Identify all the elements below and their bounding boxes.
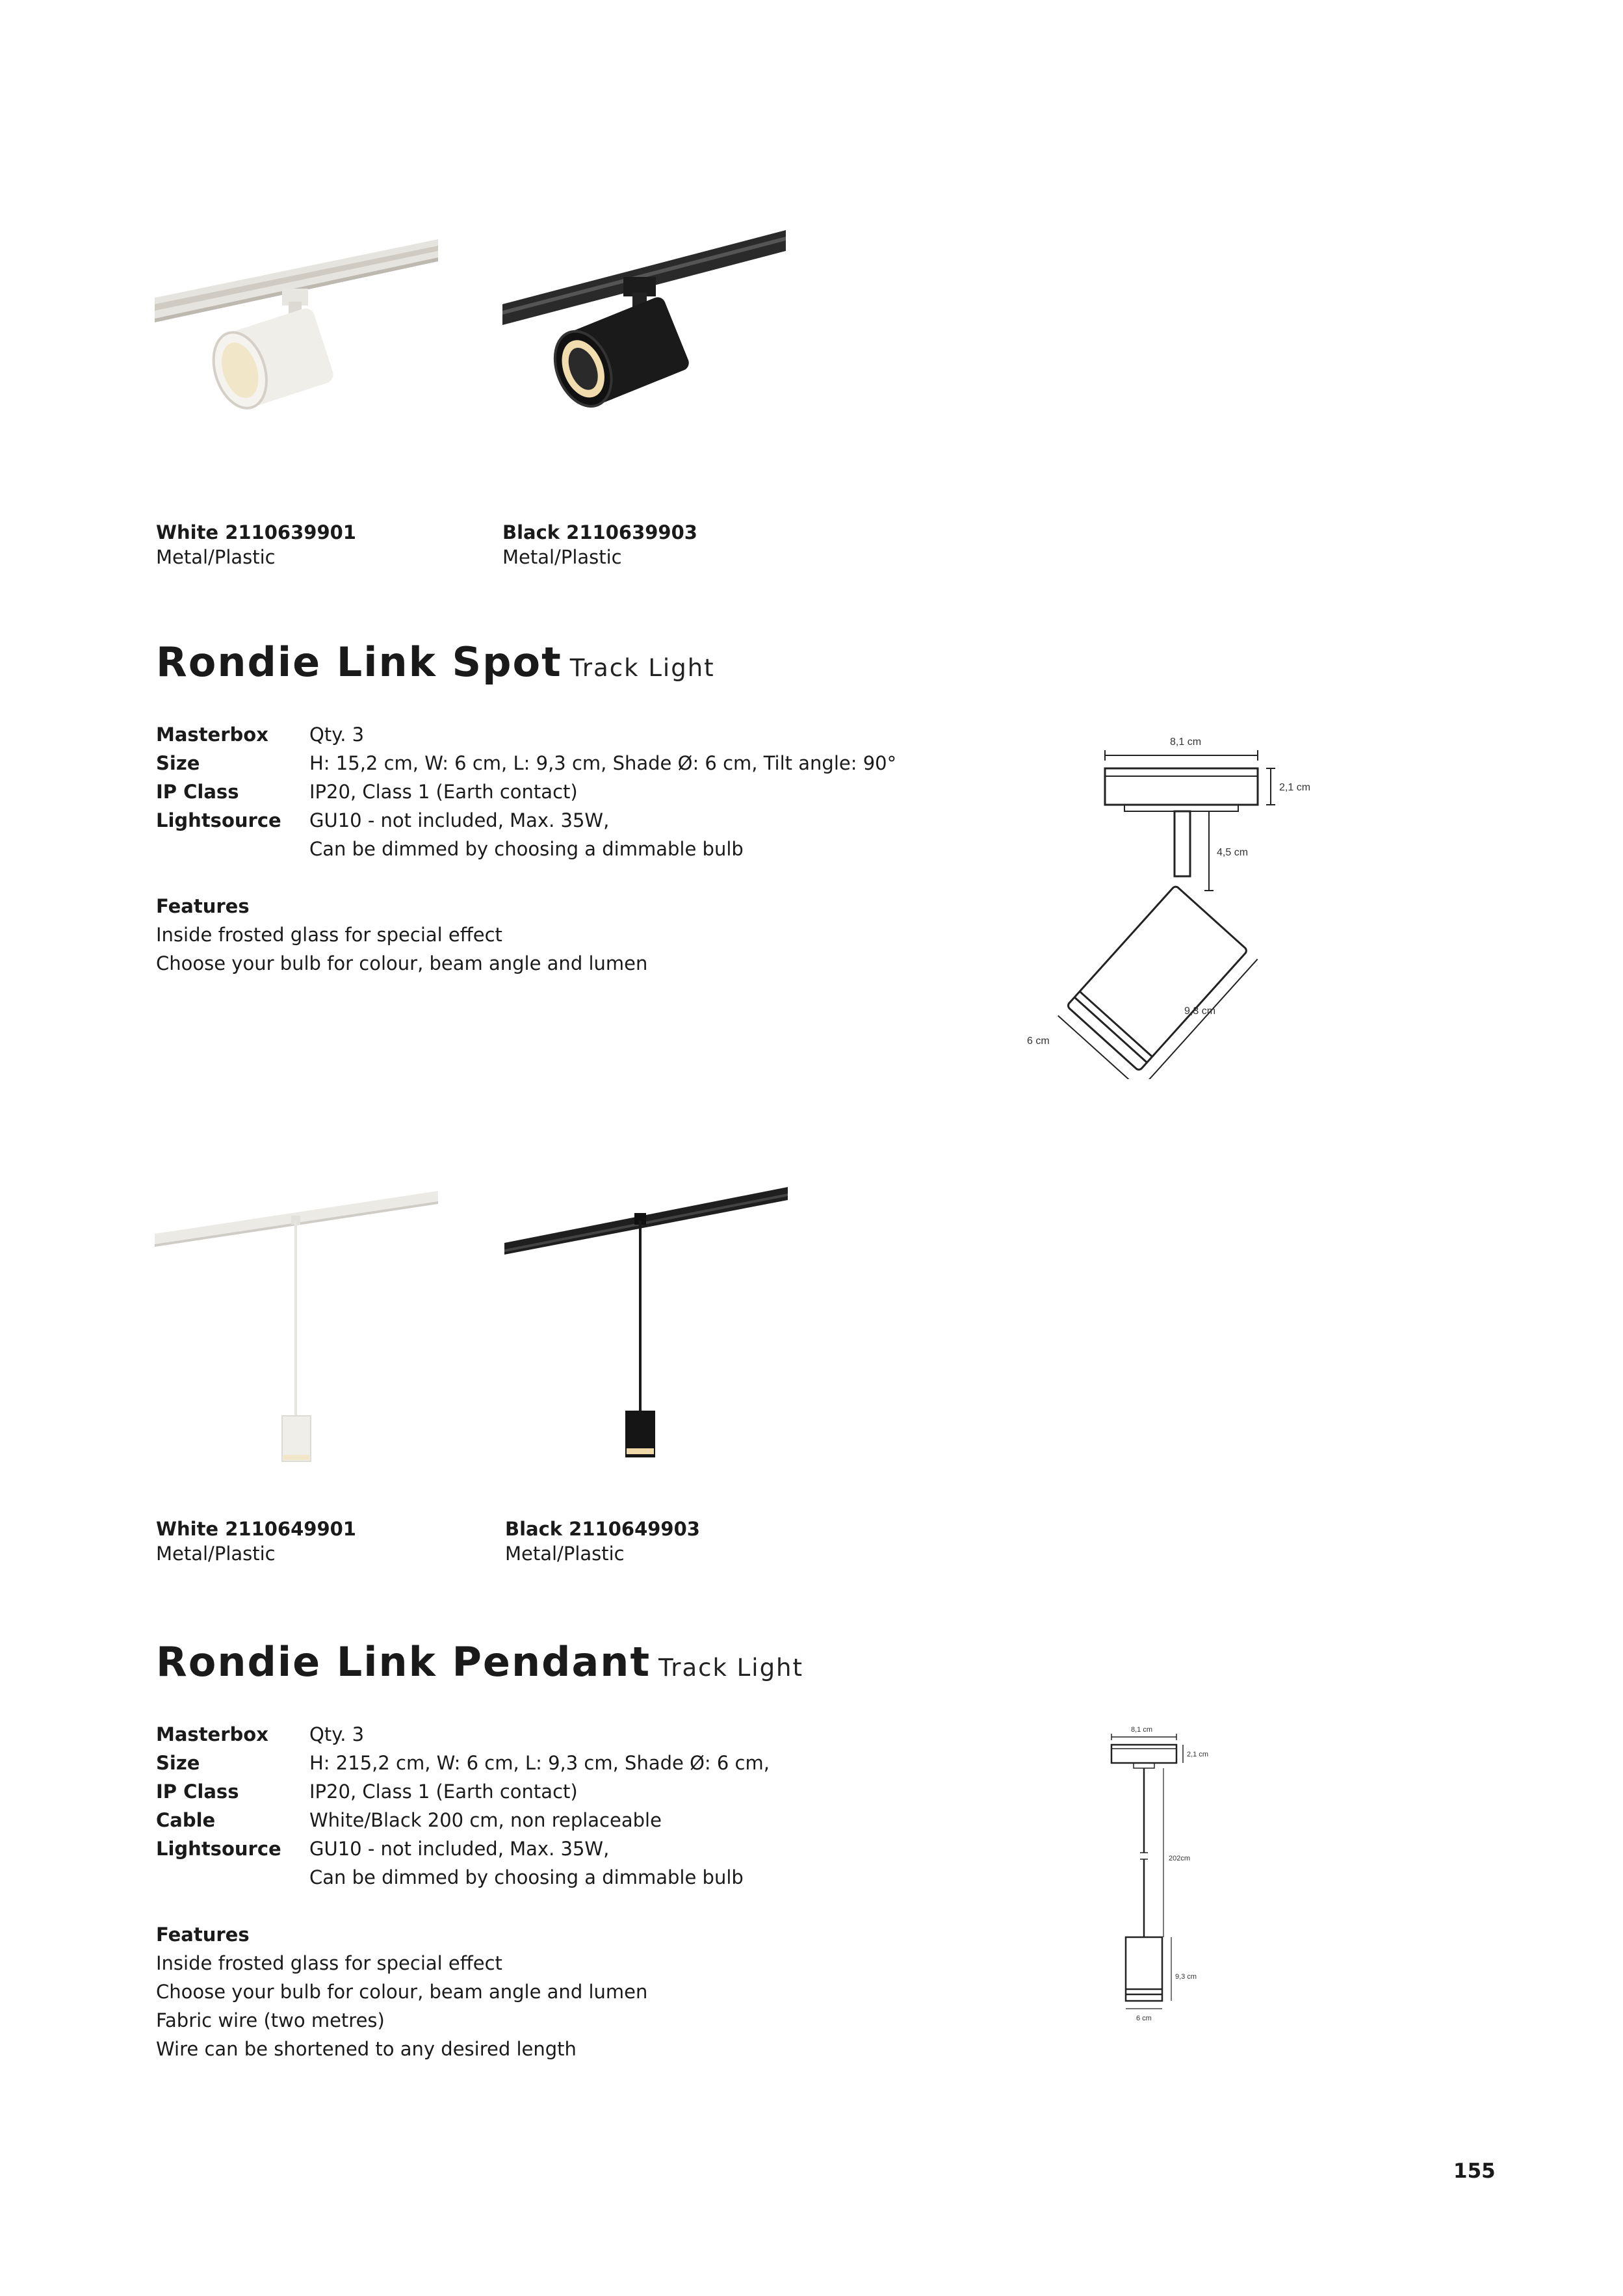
spec-row bbox=[156, 1777, 770, 1806]
spec-row bbox=[156, 1720, 770, 1749]
product-name: Rondie Link Pendant bbox=[156, 1638, 651, 1686]
product-category: Track Light bbox=[658, 1654, 804, 1682]
variant-code: Black 2110639903 bbox=[502, 521, 697, 543]
spec-value: IP20, Class 1 (Earth contact) bbox=[309, 781, 578, 803]
spec-value: Qty. 3 bbox=[309, 724, 365, 746]
spot-product-title bbox=[156, 638, 715, 686]
spec-row bbox=[156, 806, 896, 835]
spec-row bbox=[156, 1806, 770, 1834]
dim-cable-label: 202cm bbox=[1169, 1855, 1191, 1862]
spec-label: Masterbox bbox=[156, 1723, 268, 1745]
variant-material: Metal/Plastic bbox=[502, 546, 622, 568]
spec-row bbox=[156, 1863, 770, 1892]
spec-label: IP Class bbox=[156, 1781, 239, 1803]
dim-length-label: 9,3 cm bbox=[1175, 1973, 1197, 1981]
spot-black-photo bbox=[502, 221, 786, 463]
spec-value: White/Black 200 cm, non replaceable bbox=[309, 1809, 662, 1831]
product-name: Rondie Link Spot bbox=[156, 638, 562, 686]
spec-label: IP Class bbox=[156, 781, 239, 803]
features-heading: Features bbox=[156, 895, 250, 917]
pendant-black-photo bbox=[504, 1182, 788, 1465]
variant-code: White 2110649901 bbox=[156, 1518, 356, 1540]
dim-width-label: 8,1 cm bbox=[1131, 1726, 1153, 1734]
spec-label: Size bbox=[156, 1752, 200, 1774]
spec-row bbox=[156, 1749, 770, 1777]
spec-value: IP20, Class 1 (Earth contact) bbox=[309, 1781, 578, 1803]
spec-row bbox=[156, 835, 896, 863]
variant-material: Metal/Plastic bbox=[156, 1543, 276, 1565]
spec-label: Size bbox=[156, 752, 200, 774]
spec-value: H: 215,2 cm, W: 6 cm, L: 9,3 cm, Shade Ø: 6 cm, bbox=[309, 1752, 770, 1774]
dim-width-label: 8,1 cm bbox=[1170, 737, 1202, 748]
pendant-dimension-drawing bbox=[1098, 1723, 1228, 2035]
product-category: Track Light bbox=[569, 654, 715, 682]
spec-value: H: 15,2 cm, W: 6 cm, L: 9,3 cm, Shade Ø: 6 cm, Tilt angle: 90° bbox=[309, 752, 897, 774]
spec-label bbox=[156, 835, 309, 863]
pendant-product-title bbox=[156, 1638, 803, 1686]
feature-item: Inside frosted glass for special effect bbox=[156, 1952, 502, 1974]
spec-value: GU10 - not included, Max. 35W, bbox=[309, 809, 610, 831]
dim-arm-label: 4,5 cm bbox=[1217, 847, 1249, 858]
feature-item: Inside frosted glass for special effect bbox=[156, 924, 502, 946]
dim-length-label: 9,3 cm bbox=[1184, 1006, 1216, 1017]
spec-value: GU10 - not included, Max. 35W, bbox=[309, 1838, 610, 1860]
spec-label: Masterbox bbox=[156, 724, 268, 746]
spot-spec-table bbox=[156, 720, 896, 863]
pendant-variant-white bbox=[156, 1517, 356, 1566]
page-number: 155 bbox=[1453, 2159, 1496, 2183]
spot-variant-white bbox=[156, 520, 356, 569]
feature-item: Choose your bulb for colour, beam angle and lumen bbox=[156, 952, 648, 974]
spec-value: Can be dimmed by choosing a dimmable bulb bbox=[309, 838, 744, 860]
feature-item: Wire can be shortened to any desired length bbox=[156, 2038, 577, 2060]
spec-row bbox=[156, 720, 896, 749]
spec-label bbox=[156, 1863, 309, 1892]
dim-shade-label: 6 cm bbox=[1136, 2015, 1152, 2022]
dim-adapter-label: 2,1 cm bbox=[1187, 1751, 1209, 1758]
pendant-features bbox=[156, 1920, 647, 2063]
spec-row bbox=[156, 749, 896, 777]
spec-label: Lightsource bbox=[156, 1838, 281, 1860]
spec-label: Cable bbox=[156, 1809, 216, 1831]
spec-value: Can be dimmed by choosing a dimmable bulb bbox=[309, 1866, 744, 1888]
variant-material: Metal/Plastic bbox=[505, 1543, 625, 1565]
dim-shade-label: 6 cm bbox=[1027, 1036, 1050, 1047]
variant-material: Metal/Plastic bbox=[156, 546, 276, 568]
pendant-white-photo bbox=[155, 1182, 438, 1465]
variant-code: Black 2110649903 bbox=[505, 1518, 700, 1540]
feature-item: Fabric wire (two metres) bbox=[156, 2009, 385, 2031]
spot-features bbox=[156, 892, 647, 978]
variant-code: White 2110639901 bbox=[156, 521, 356, 543]
pendant-spec-table bbox=[156, 1720, 770, 1892]
spec-row bbox=[156, 1834, 770, 1863]
features-heading: Features bbox=[156, 1924, 250, 1946]
feature-item: Choose your bulb for colour, beam angle and lumen bbox=[156, 1981, 648, 2003]
spot-dimension-drawing bbox=[1014, 728, 1326, 1079]
spec-row bbox=[156, 777, 896, 806]
spot-white-photo bbox=[155, 221, 438, 463]
spot-variant-black bbox=[502, 520, 697, 569]
spec-label: Lightsource bbox=[156, 809, 281, 831]
spec-value: Qty. 3 bbox=[309, 1723, 365, 1745]
pendant-variant-black bbox=[505, 1517, 700, 1566]
dim-adapter-label: 2,1 cm bbox=[1279, 782, 1311, 793]
